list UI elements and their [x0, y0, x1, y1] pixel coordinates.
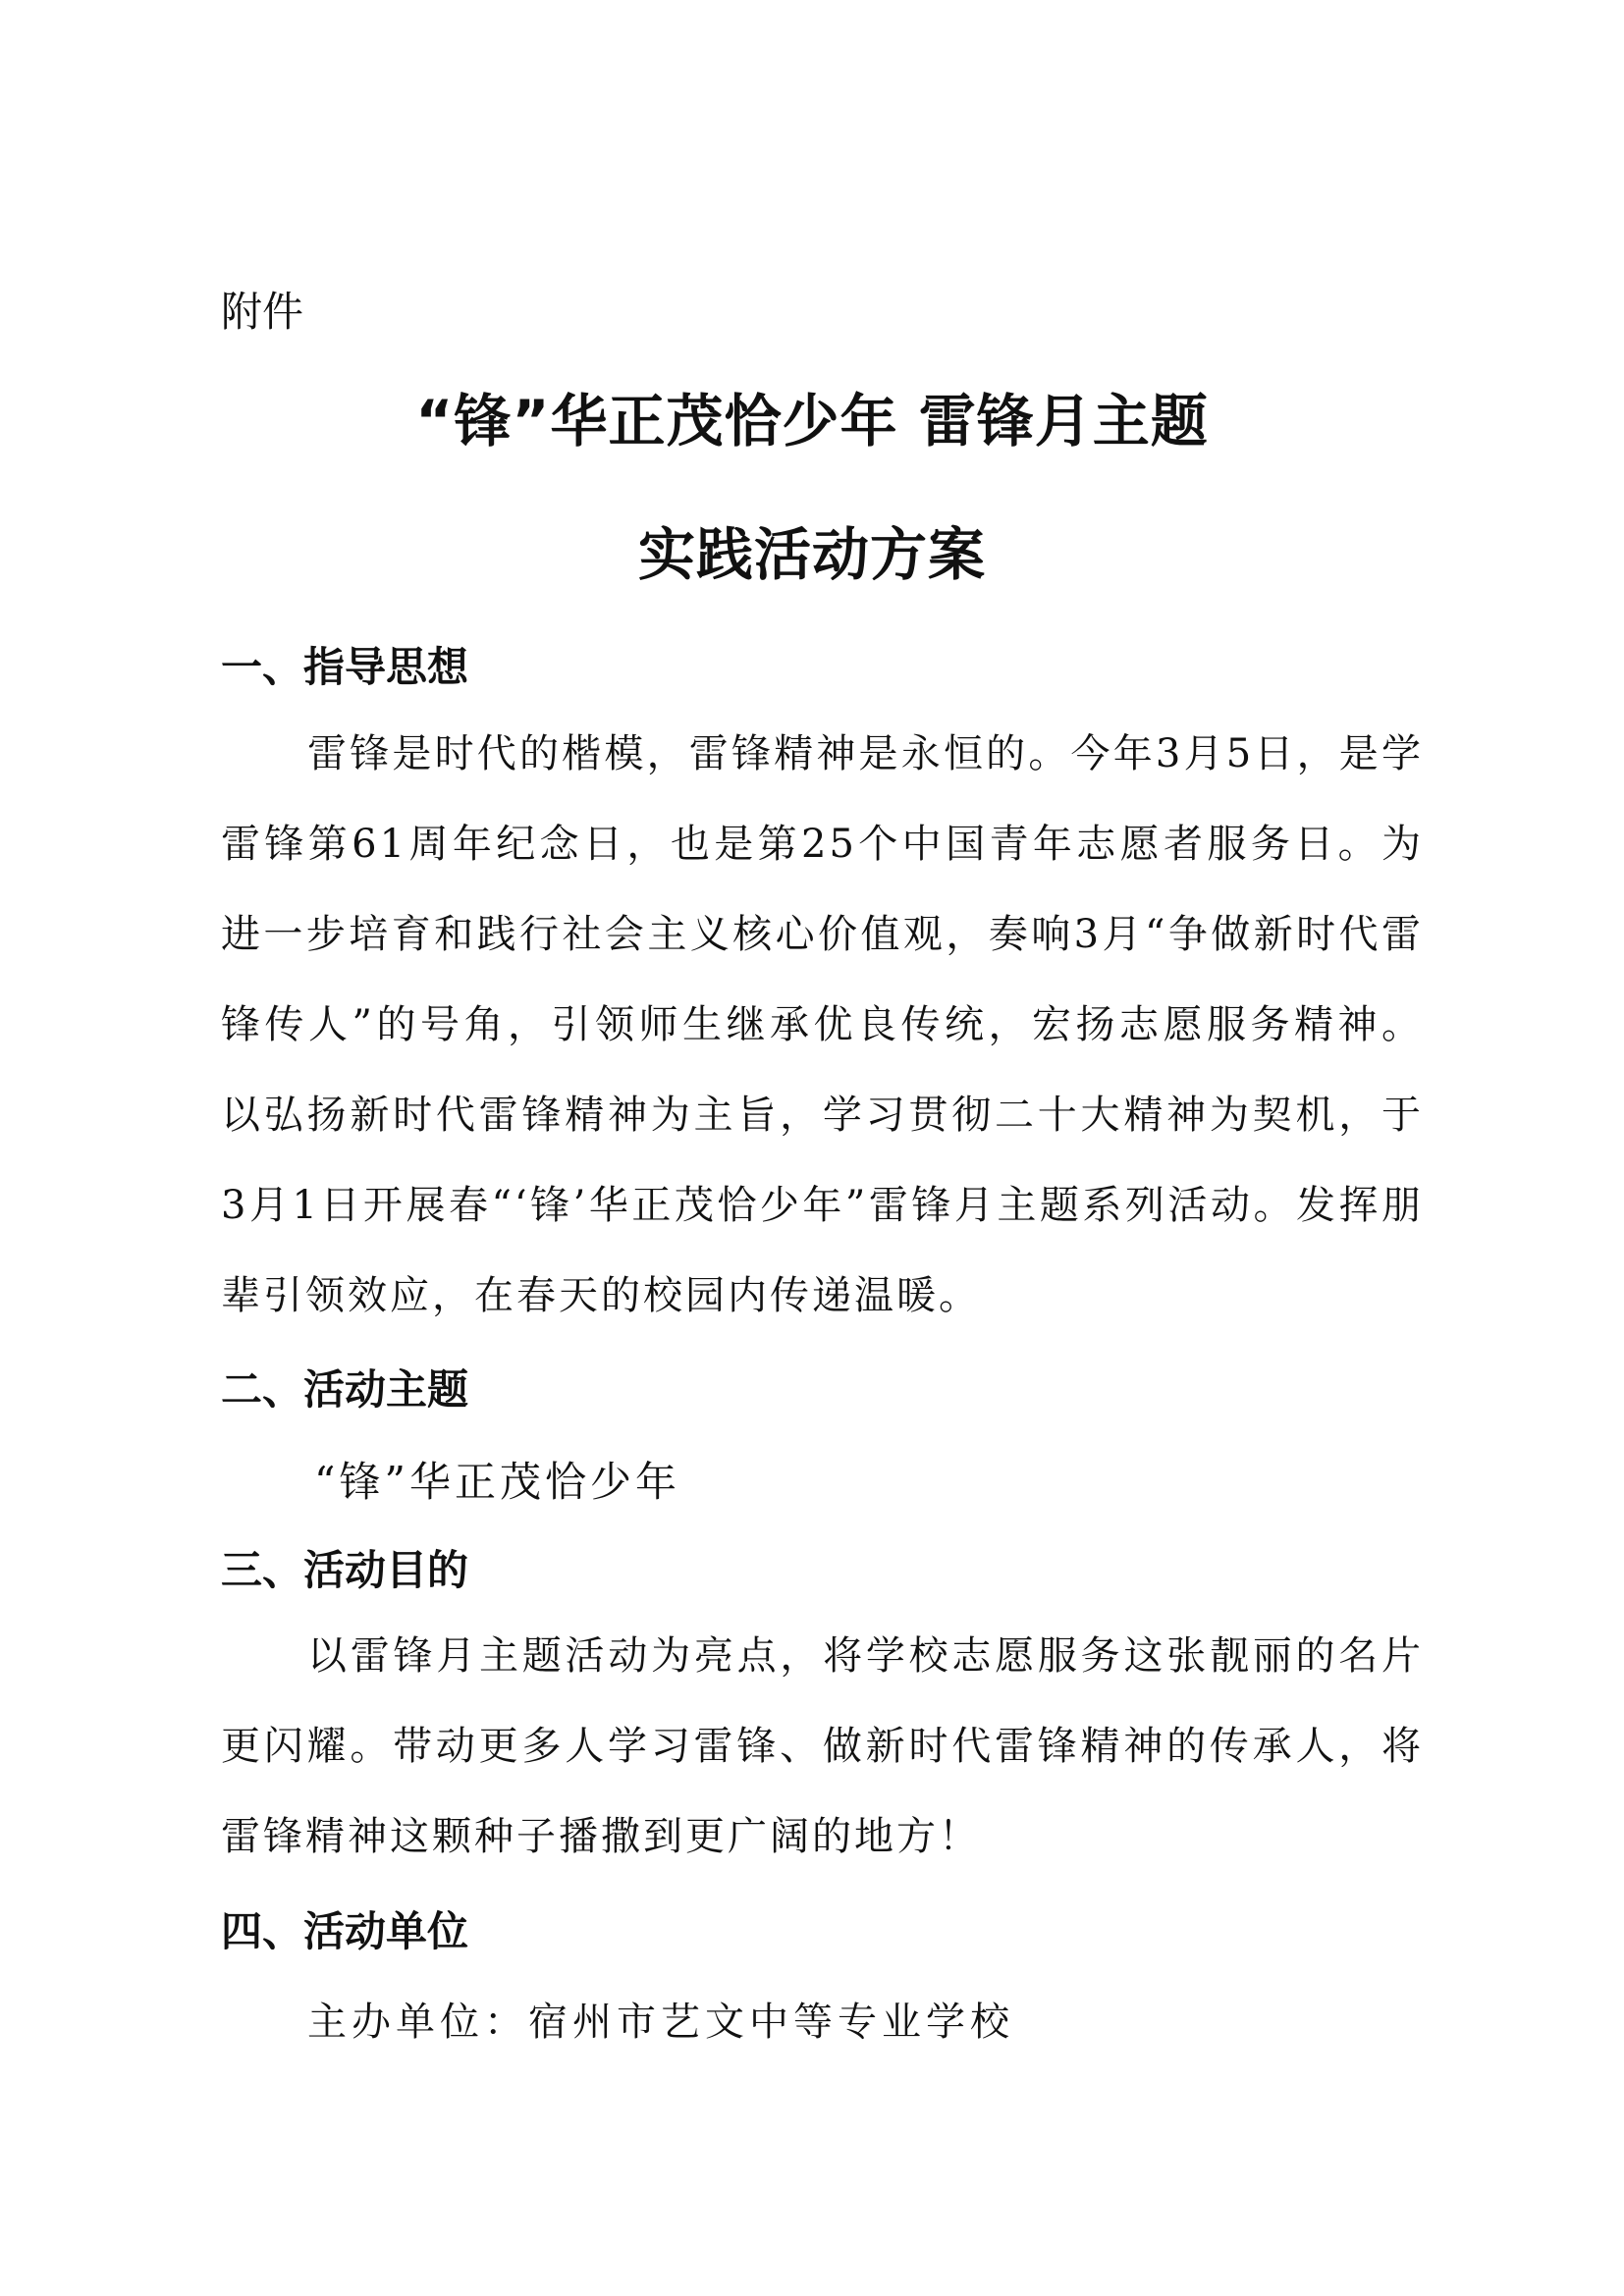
section-body-activity-theme: “锋”华正茂恰少年	[314, 1458, 680, 1506]
section-body-activity-purpose: 以雷锋月主题活动为亮点，将学校志愿服务这张靓丽的名片更闪耀。带动更多人学习雷锋、做新时代雷锋精神的传承人，将雷锋精神这颗种子播撒到更广阔的地方！	[221, 1633, 1424, 1859]
section-heading-activity-purpose: 三、活动目的	[221, 1546, 469, 1594]
document-title-line2: 实践活动方案	[637, 521, 986, 588]
section-heading-guiding-ideology: 一、指导思想	[221, 643, 469, 691]
section-heading-activity-units: 四、活动单位	[221, 1907, 469, 1955]
annex-label: 附件	[221, 288, 304, 336]
section-body-guiding-ideology: 雷锋是时代的楷模，雷锋精神是永恒的。今年3月5日，是学雷锋第61周年纪念日，也是第25个中国青年志愿者服务日。为进一步培育和践行社会主义核心价值观，奏响3月“争做新时代雷锋传人”的号角，引领师生继承优良传统，宏扬志愿服务精神。以弘扬新时代雷锋精神为主旨，学习贯彻二十大精神为契机，于3月1日开展春“‘锋’华正茂恰少年”雷锋月主题系列活动。发挥朋辈引领效应，在春天的校园内传递温暖。	[221, 731, 1424, 1318]
section-body-activity-units: 主办单位：宿州市艺文中等专业学校	[307, 2000, 1014, 2045]
document-title-line1: “锋”华正茂恰少年 雷锋月主题	[415, 388, 1209, 454]
section-heading-activity-theme: 二、活动主题	[221, 1365, 469, 1414]
